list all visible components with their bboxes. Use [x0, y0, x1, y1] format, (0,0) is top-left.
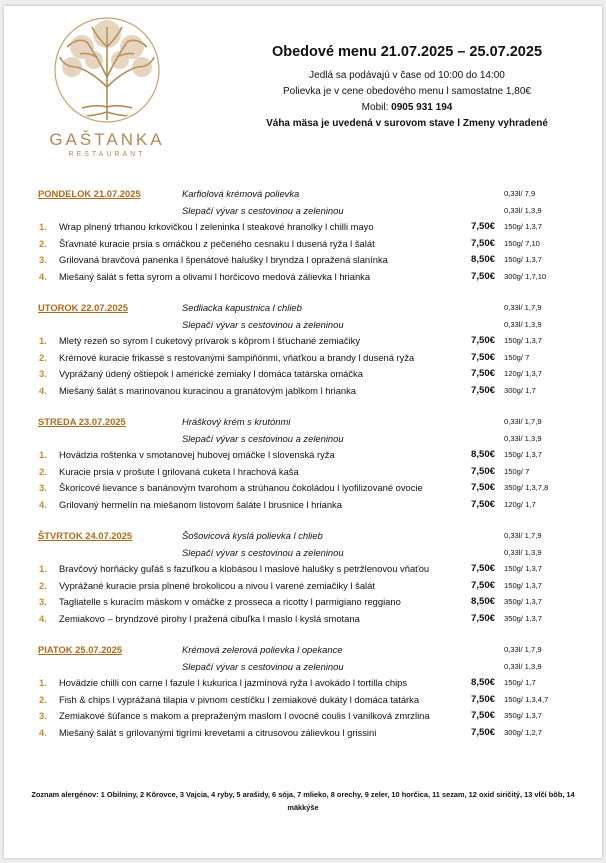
- dish-row: [4, 269, 602, 286]
- dish-number: 4.: [39, 498, 47, 510]
- restaurant-logo: [32, 12, 182, 167]
- dish-price: 7,50€: [471, 368, 496, 379]
- soup-price-note: Polievka je v cene obedového menu l samostatne 1,80€: [283, 86, 531, 97]
- dish-weight: 150g/ 7,10: [504, 238, 540, 248]
- soup-name: Karfiolová krémová polievka: [182, 188, 300, 199]
- dish-name: Grilovaný hermelín na miešanom listovom šaláte l brusnice l hrianka: [59, 498, 342, 510]
- dish-price: 7,50€: [471, 498, 496, 510]
- soup-weight: 0,33l/ 1,3,9: [504, 205, 542, 215]
- dish-weight: 350g/ 1,3,7,8: [504, 483, 549, 492]
- dish-number: 4.: [39, 270, 47, 282]
- soup-name: Šošovicová kyslá polievka l chlieb: [182, 530, 323, 541]
- day-name: STREDA 23.07.2025: [38, 416, 126, 427]
- soup-row: [4, 186, 602, 203]
- dish-weight: 350g/ 1,3,7: [504, 711, 543, 720]
- menu-title: Obedové menu 21.07.2025 – 25.07.2025: [271, 44, 543, 60]
- mobile-line: [222, 100, 592, 116]
- soup-name: Slepačí vývar s cestovinou a zeleninou: [182, 660, 344, 672]
- dish-row: [4, 675, 602, 692]
- day-section: [4, 414, 602, 513]
- dish-weight: 300g/ 1,2,7: [504, 727, 543, 737]
- dish-name: Tagliatelle s kuracím mäskom v omáčke z prosseca a ricotty l parmigiano reggiano: [59, 596, 401, 607]
- dish-weight: 150g/ 1,3,7: [504, 255, 543, 264]
- dish-price: 7,50€: [471, 384, 496, 396]
- dish-weight: 150g/ 1,3,7: [504, 564, 543, 573]
- dish-name: Šťavnaté kuracie prsia s omáčkou z pečeného cesnaku l dusená ryža l šalát: [59, 237, 375, 249]
- dish-price: 7,50€: [471, 710, 496, 721]
- soup-name: Slepačí vývar s cestovinou a zeleninou: [182, 546, 344, 558]
- dish-row: [4, 578, 602, 595]
- dish-name: Miešaný šalát s grilovanými tigrími krevetami a citrusovou zálievkou l grissini: [59, 726, 377, 738]
- dish-row: [4, 350, 602, 367]
- soup-weight: 0,33l/ 1,3,9: [504, 661, 542, 671]
- dish-price: 7,50€: [471, 270, 496, 282]
- dish-row: [4, 252, 602, 269]
- dish-weight: 150g/ 1,7: [504, 678, 536, 687]
- dish-weight: 150g/ 1,3,4,7: [504, 694, 549, 704]
- soup-weight: 0,33l/ 1,3,9: [504, 319, 542, 329]
- soup-weight: 0,33l/ 1,7,9: [504, 303, 542, 312]
- dish-name: Grilovaná bravčová panenka l špenátové halušky l bryndza l opražená slanínka: [59, 254, 388, 265]
- day-name: ŠTVRTOK 24.07.2025: [38, 530, 133, 541]
- dish-number: 4.: [39, 726, 47, 738]
- mobile-number[interactable]: 0905 931 194: [391, 102, 453, 113]
- soup-row: [4, 414, 602, 431]
- menu-header: [222, 44, 592, 132]
- dish-name: Zemiakovo – bryndzové pirohy l pražená cibuľka l maslo l kyslá smotana: [59, 612, 360, 624]
- dish-number: 2.: [39, 579, 47, 591]
- soup-row: [4, 659, 602, 676]
- soup-name: Slepačí vývar s cestovinou a zeleninou: [182, 204, 344, 216]
- dish-price: 7,50€: [471, 237, 496, 249]
- dish-number: 4.: [39, 612, 47, 624]
- dish-row: [4, 447, 602, 464]
- soup-weight: 0,33l/ 1,7,9: [504, 645, 542, 654]
- dish-number: 2.: [39, 237, 47, 249]
- dish-name: Kuracie prsia v prošute l grilovaná cuketa l hrachová kaša: [59, 465, 299, 477]
- dish-number: 3.: [39, 710, 47, 721]
- dish-weight: 150g/ 1,3,7: [504, 336, 543, 345]
- dish-price: 8,50€: [471, 677, 496, 688]
- brand-name: GAŠTANKA: [49, 130, 165, 149]
- dish-row: [4, 366, 602, 383]
- dish-weight: 300g/ 1,7: [504, 385, 536, 395]
- dish-number: 3.: [39, 482, 47, 493]
- dish-row: [4, 219, 602, 236]
- dish-number: 2.: [39, 351, 47, 363]
- dish-price: 8,50€: [471, 254, 496, 265]
- soup-name: Sedliacka kapustnica l chlieb: [182, 302, 302, 313]
- soup-name: Slepačí vývar s cestovinou a zeleninou: [182, 432, 344, 444]
- dish-number: 1.: [39, 563, 47, 574]
- dish-row: [4, 594, 602, 611]
- soup-row: [4, 317, 602, 334]
- soup-name: Krémová zelerová polievka l opekance: [182, 644, 343, 655]
- soup-weight: 0,33l/ 1,7,9: [504, 417, 542, 426]
- dish-name: Bravčový horňácky guľáš s fazuľkou a klobásou l maslové halušky s petržlenovou vňaťou: [59, 563, 430, 574]
- dish-row: [4, 497, 602, 514]
- soup-row: [4, 642, 602, 659]
- soup-name: Hráškový krém s krutónmi: [182, 416, 291, 427]
- soup-row: [4, 545, 602, 562]
- dish-weight: 150g/ 1,3,7: [504, 580, 543, 590]
- dish-weight: 120g/ 1,3,7: [504, 369, 543, 378]
- dish-number: 4.: [39, 384, 47, 396]
- dish-price: 7,50€: [471, 579, 496, 591]
- dish-row: [4, 383, 602, 400]
- day-section: [4, 528, 602, 627]
- brand-subtitle: RESTAURANT: [68, 151, 146, 158]
- dish-row: [4, 611, 602, 628]
- dish-name: Miešaný šalát s marinovanou kuracinou a granátovým jablkom l hrianka: [59, 384, 357, 396]
- dish-row: [4, 333, 602, 350]
- dish-weight: 300g/ 1,7,10: [504, 271, 547, 281]
- dish-price: 7,50€: [471, 612, 496, 624]
- dish-number: 1.: [39, 335, 47, 346]
- dish-price: 7,50€: [471, 563, 496, 574]
- dish-weight: 150g/ 1,3,7: [504, 222, 543, 231]
- soup-row: [4, 300, 602, 317]
- mobile-label: Mobil:: [361, 102, 389, 113]
- dish-name: Vyprážané kuracie prsia plnené brokolicou a nivou l varené zemiačiky l šalát: [59, 579, 375, 591]
- dish-number: 2.: [39, 693, 47, 705]
- weight-note: Váha mäsa je uvedená v surovom stave l Zmeny vyhradené: [266, 118, 548, 129]
- dish-weight: 350g/ 1,3,7: [504, 613, 543, 623]
- dish-number: 1.: [39, 677, 47, 688]
- dish-name: Hovädzia roštenka v smotanovej hubovej omáčke l slovenská ryža: [59, 449, 335, 460]
- dish-row: [4, 708, 602, 725]
- dish-name: Hovädzie chilli con carne l fazule l kukurica l jazmínová ryža l avokádo l tortilla chips: [59, 677, 408, 688]
- dish-row: [4, 692, 602, 709]
- dish-name: Škoricové lievance s banánovým tvarohom a strúhanou čokoládou l lyofilizované ovocie: [59, 482, 423, 493]
- dish-row: [4, 236, 602, 253]
- dish-number: 3.: [39, 254, 47, 265]
- allergen-list: Zoznam alergénov: 1 Obilniny, 2 Kôrovce, 3 Vajcia, 4 ryby, 5 arašidy, 6 sója, 7 mlieko, 8 orechy, 9 zeler, 10 horčica, 11 sezam, 12 oxid siričitý, 13 vlčí bôb, 14 mäkkýše: [31, 790, 575, 812]
- dish-price: 8,50€: [471, 596, 496, 607]
- dish-price: 7,50€: [471, 351, 496, 363]
- day-name: UTOROK 22.07.2025: [38, 302, 128, 313]
- day-name: PIATOK 25.07.2025: [38, 644, 123, 655]
- tree-logo-icon: [52, 12, 162, 132]
- dish-number: 3.: [39, 368, 47, 379]
- dish-weight: 350g/ 1,3,7: [504, 597, 543, 606]
- dish-price: 7,50€: [471, 693, 496, 705]
- soup-row: [4, 203, 602, 220]
- dish-row: [4, 561, 602, 578]
- soup-row: [4, 431, 602, 448]
- soup-weight: 0,33l/ 1,3,9: [504, 547, 542, 557]
- dish-number: 2.: [39, 465, 47, 477]
- dish-number: 1.: [39, 449, 47, 460]
- soup-row: [4, 528, 602, 545]
- dish-name: Zemiakové šúľance s makom a prepraženým maslom l ovocné coulis l vanilková zmrzlina: [59, 710, 430, 721]
- dish-row: [4, 480, 602, 497]
- dish-price: 7,50€: [471, 482, 496, 493]
- dish-name: Miešaný šalát s fetta syrom a olivami l horčicovo medová zálievka l hrianka: [59, 270, 371, 282]
- dish-number: 1.: [39, 221, 47, 232]
- dish-name: Mletý rezeň so syrom l cuketový prívarok s kôprom l šťuchané zemiačiky: [59, 335, 361, 346]
- dish-row: [4, 725, 602, 742]
- day-section: [4, 186, 602, 285]
- dish-weight: 150g/ 7: [504, 352, 530, 362]
- day-section: [4, 300, 602, 399]
- day-name: PONDELOK 21.07.2025: [38, 188, 141, 199]
- dish-row: [4, 464, 602, 481]
- dish-price: 7,50€: [471, 221, 496, 232]
- day-section: [4, 642, 602, 741]
- dish-number: 3.: [39, 596, 47, 607]
- dish-name: Krémové kuracie frikassé s restovanými šampiňónmi, vňaťkou a brandy l dusená ryža: [59, 351, 415, 363]
- dish-price: 8,50€: [471, 449, 496, 460]
- dish-weight: 150g/ 1,3,7: [504, 450, 543, 459]
- dish-weight: 150g/ 7: [504, 466, 530, 476]
- serving-hours: Jedlá sa podávajú v čase od 10:00 do 14:00: [309, 70, 505, 81]
- menu-sheet: [4, 6, 602, 858]
- soup-weight: 0,33l/ 1,7,9: [504, 531, 542, 540]
- dish-price: 7,50€: [471, 465, 496, 477]
- soup-weight: 0,33l/ 7,9: [504, 189, 536, 198]
- dish-name: Wrap plnený trhanou krkovičkou l zeleninka l steakové hranolky l chilli mayo: [59, 221, 374, 232]
- dish-price: 7,50€: [471, 335, 496, 346]
- soup-name: Slepačí vývar s cestovinou a zeleninou: [182, 318, 344, 330]
- dish-price: 7,50€: [471, 726, 496, 738]
- soup-weight: 0,33l/ 1,3,9: [504, 433, 542, 443]
- dish-weight: 120g/ 1,7: [504, 499, 536, 509]
- dish-name: Fish & chips l vyprážaná tilapia v pivnom cestíčku l zemiakové dukáty l domáca tatárka: [59, 693, 420, 705]
- dish-name: Vyprážaný údený oštiepok l americké zemiaky l domáca tatárska omáčka: [59, 368, 363, 379]
